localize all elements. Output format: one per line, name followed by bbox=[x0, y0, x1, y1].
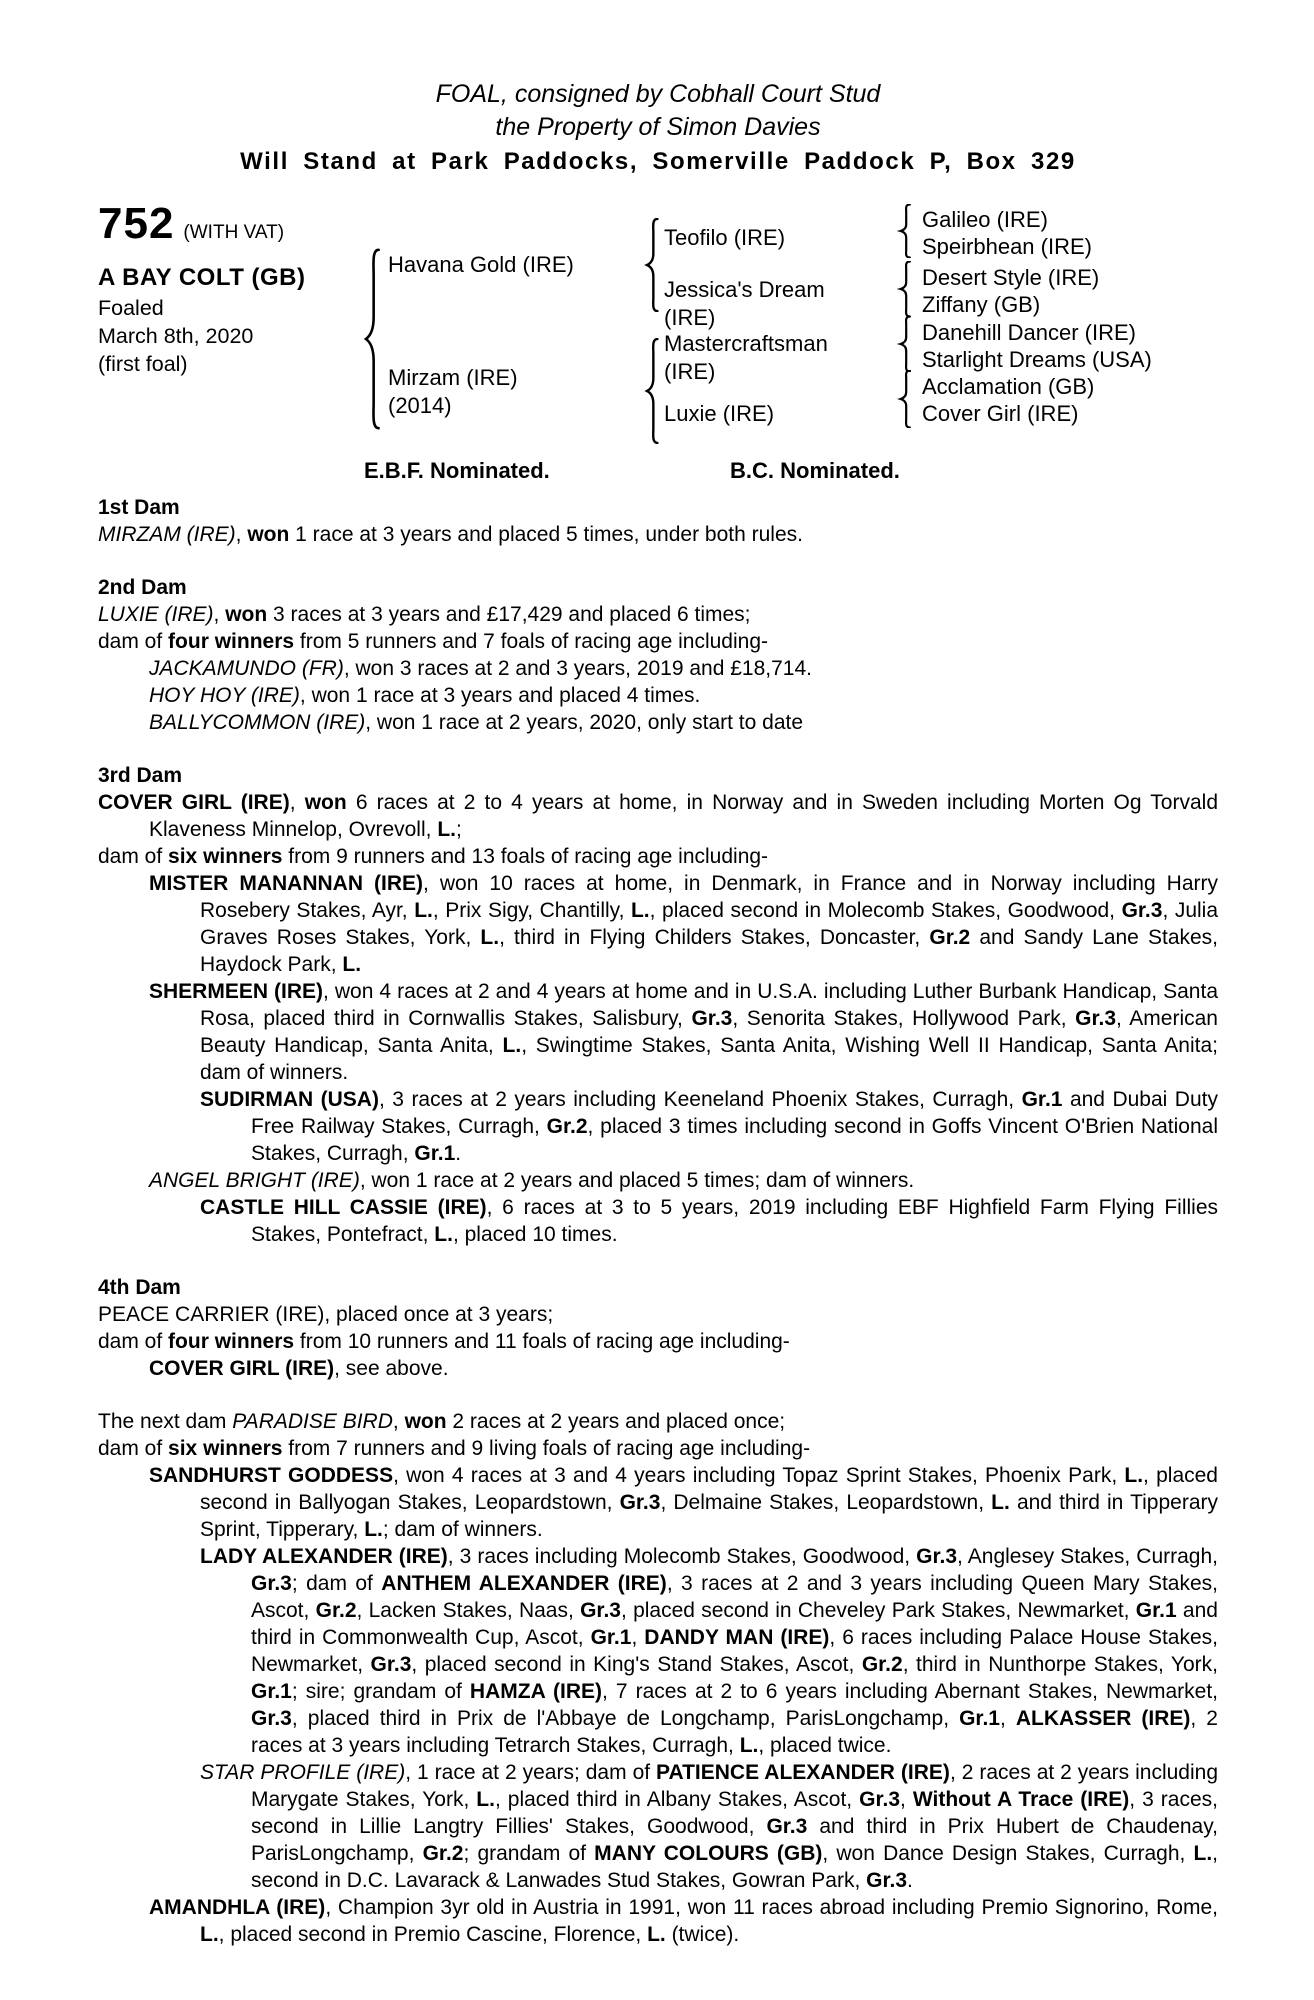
dam-dam-dam: Cover Girl (IRE) bbox=[922, 401, 1079, 426]
pedigree-text-paragraph: ANGEL BRIGHT (IRE), won 1 race at 2 years and placed 5 times; dam of winners. bbox=[149, 1169, 915, 1192]
lot-number: 752 bbox=[98, 199, 175, 248]
pedigree-text-paragraph: SANDHURST GODDESS, won 4 races at 3 and 4 years including Topaz Sprint Stakes, Phoenix Park, L., placed second in Ballyogan Stakes, Leopardstown, Gr.3, Delmaine Stakes, Leopardstown, L. and third in Tipperary Sprint, Tipperary, L.; dam of winners. bbox=[149, 1464, 1218, 1541]
dam-dam-sire: Acclamation (GB) bbox=[922, 374, 1095, 399]
pedigree-text-paragraph: CASTLE HILL CASSIE (IRE), 6 races at 3 to 5 years, 2019 including EBF Highfield Farm Flying Fillies Stakes, Pontefract, L., placed 10 times. bbox=[200, 1196, 1218, 1246]
consignment-header bbox=[98, 78, 1218, 180]
consigned-line: FOAL, consigned by Cobhall Court Stud bbox=[435, 80, 881, 108]
dam-section bbox=[98, 494, 1218, 548]
sire-dam-sire: Desert Style (IRE) bbox=[922, 265, 1100, 290]
pedigree-text-paragraph: LUXIE (IRE), won 3 races at 3 years and £17,429 and placed 6 times; bbox=[98, 603, 751, 626]
pedigree-text-paragraph: JACKAMUNDO (FR), won 3 races at 2 and 3 years, 2019 and £18,714. bbox=[149, 657, 812, 680]
dam-block bbox=[388, 364, 633, 420]
dam-sire-sire: Danehill Dancer (IRE) bbox=[922, 320, 1136, 345]
great-grandparent-pair bbox=[922, 319, 1222, 373]
dam-name: Mirzam (IRE) bbox=[388, 365, 518, 390]
pedigree-text-paragraph: COVER GIRL (IRE), see above. bbox=[149, 1357, 449, 1380]
foaled-date: March 8th, 2020 bbox=[98, 324, 254, 348]
ebf-nomination: E.B.F. Nominated. bbox=[364, 458, 550, 483]
dam-sire-name: Mastercraftsman (IRE) bbox=[664, 331, 828, 384]
pedigree-text-paragraph: HOY HOY (IRE), won 1 race at 3 years and placed 4 times. bbox=[149, 684, 701, 707]
great-grandparent-pair bbox=[922, 264, 1222, 318]
pedigree-text-paragraph: MIRZAM (IRE), won 1 race at 3 years and placed 5 times, under both rules. bbox=[98, 523, 803, 546]
brace-icon bbox=[643, 338, 661, 444]
sire-sire-sire: Galileo (IRE) bbox=[922, 207, 1048, 232]
pedigree-text-paragraph: LADY ALEXANDER (IRE), 3 races including Molecomb Stakes, Goodwood, Gr.3, Anglesey Stakes, Curragh, Gr.3; dam of ANTHEM ALEXANDER (IRE), 3 races at 2 and 3 years including Queen Mary Stakes, Ascot, Gr.2, Lacken Stakes, Naas, Gr.3, placed second in Cheveley Park Stakes, Newmarket, Gr.1 and third in Commonwealth Cup, Ascot, Gr.1, DANDY MAN (IRE), 6 races including Palace House Stakes, Newmarket, Gr.3, placed second in King's Stand Stakes, Ascot, Gr.2, third in Nunthorpe Stakes, York, Gr.1; sire; grandam of HAMZA (IRE), 7 races at 2 to 6 years including Abernant Stakes, Newmarket, Gr.3, placed third in Prix de l'Abbaye de Longchamp, ParisLongchamp, Gr.1, ALKASSER (IRE), 2 races at 3 years including Tetrarch Stakes, Curragh, L., placed twice. bbox=[200, 1545, 1219, 1757]
pedigree-text-paragraph: dam of four winners from 10 runners and 11 foals of racing age including- bbox=[98, 1330, 790, 1353]
bc-nomination: B.C. Nominated. bbox=[730, 458, 900, 483]
pedigree-table bbox=[98, 199, 1218, 456]
great-grandparent-pair bbox=[922, 373, 1222, 427]
lot-description: A BAY COLT (GB) bbox=[98, 264, 306, 291]
great-grandparent-pair bbox=[922, 206, 1222, 260]
pedigree-text-paragraph: PEACE CARRIER (IRE), placed once at 3 years; bbox=[98, 1303, 554, 1326]
pedigree-text-paragraph: SHERMEEN (IRE), won 4 races at 2 and 4 years at home and in U.S.A. including Luther Burbank Handicap, Santa Rosa, placed third in Cornwallis Stakes, Salisbury, Gr.3, Senorita Stakes, Hollywood Park, Gr.3, American Beauty Handicap, Santa Anita, L., Swingtime Stakes, Santa Anita, Wishing Well II Handicap, Santa Anita; dam of winners. bbox=[149, 980, 1219, 1084]
brace-icon bbox=[897, 261, 913, 317]
sire-sire-name: Teofilo (IRE) bbox=[664, 225, 786, 250]
dam-section-heading: 4th Dam bbox=[98, 1276, 181, 1299]
nominations-row bbox=[98, 458, 1218, 488]
pedigree-text-paragraph: dam of six winners from 7 runners and 9 living foals of racing age including- bbox=[98, 1437, 811, 1460]
sire-name: Havana Gold (IRE) bbox=[388, 252, 574, 277]
lot-vat-note: (WITH VAT) bbox=[183, 222, 285, 243]
brace-icon bbox=[643, 218, 661, 312]
pedigree-text-paragraph: dam of four winners from 5 runners and 7 foals of racing age including- bbox=[98, 630, 768, 653]
stand-location-line: Will Stand at Park Paddocks, Somerville Paddock P, Box 329 bbox=[240, 148, 1076, 175]
dam-section bbox=[98, 1274, 1218, 1382]
brace-icon bbox=[897, 204, 913, 258]
property-line: the Property of Simon Davies bbox=[495, 113, 821, 141]
pedigree-text-paragraph: COVER GIRL (IRE), won 6 races at 2 to 4 years at home, in Norway and in Sweden including Morten Og Torvald Klaveness Minnelop, Ovrevoll, L.; bbox=[98, 791, 1218, 841]
dam-section bbox=[98, 1408, 1218, 1948]
dam-section-heading: 1st Dam bbox=[98, 496, 180, 519]
dam-section-heading: 3rd Dam bbox=[98, 764, 183, 787]
foaled-label: Foaled bbox=[98, 296, 164, 320]
dam-sire-dam: Starlight Dreams (USA) bbox=[922, 347, 1152, 372]
lot-info bbox=[98, 199, 368, 378]
pedigree-text-paragraph: The next dam PARADISE BIRD, won 2 races at 2 years and placed once; bbox=[98, 1410, 786, 1433]
dam-section-heading: 2nd Dam bbox=[98, 576, 187, 599]
pedigree-text-paragraph: AMANDHLA (IRE), Champion 3yr old in Austria in 1991, won 11 races abroad including Premio Signorino, Rome, L., placed second in Premio Cascine, Florence, L. (twice). bbox=[149, 1896, 1218, 1946]
pedigree-details bbox=[98, 494, 1218, 1948]
pedigree-text-paragraph: STAR PROFILE (IRE), 1 race at 2 years; dam of PATIENCE ALEXANDER (IRE), 2 races at 2 years including Marygate Stakes, York, L., placed third in Albany Stakes, Ascot, Gr.3, Without A Trace (IRE), 3 races, second in Lillie Langtry Fillies' Stakes, Goodwood, Gr.3 and third in Prix Hubert de Chaudenay, ParisLongchamp, Gr.2; grandam of MANY COLOURS (GB), won Dance Design Stakes, Curragh, L., second in D.C. Lavarack & Lanwades Stud Stakes, Gowran Park, Gr.3. bbox=[200, 1761, 1219, 1892]
first-foal-note: (first foal) bbox=[98, 352, 188, 376]
dam-section bbox=[98, 574, 1218, 736]
brace-icon bbox=[897, 316, 913, 372]
dam-year: (2014) bbox=[388, 393, 452, 418]
dam-section bbox=[98, 762, 1218, 1248]
pedigree-text-paragraph: dam of six winners from 9 runners and 13 foals of racing age including- bbox=[98, 845, 769, 868]
sire-dam-dam: Ziffany (GB) bbox=[922, 292, 1041, 317]
sire-sire-dam: Speirbhean (IRE) bbox=[922, 234, 1092, 259]
sire-dam-name: Jessica's Dream (IRE) bbox=[664, 277, 825, 330]
brace-icon bbox=[361, 248, 383, 430]
pedigree-text-paragraph: MISTER MANANNAN (IRE), won 10 races at home, in Denmark, in France and in Norway including Harry Rosebery Stakes, Ayr, L., Prix Sigy, Chantilly, L., placed second in Molecomb Stakes, Goodwood, Gr.3, Julia Graves Roses Stakes, York, L., third in Flying Childers Stakes, Doncaster, Gr.2 and Sandy Lane Stakes, Haydock Park, L. bbox=[149, 872, 1219, 976]
pedigree-text-paragraph: SUDIRMAN (USA), 3 races at 2 years including Keeneland Phoenix Stakes, Curragh, Gr.1 and Dubai Duty Free Railway Stakes, Curragh, Gr.2, placed 3 times including second in Goffs Vincent O'Brien National Stakes, Curragh, Gr.1. bbox=[200, 1088, 1218, 1165]
brace-icon bbox=[897, 370, 913, 428]
dam-dam-name: Luxie (IRE) bbox=[664, 401, 775, 426]
pedigree-text-paragraph: BALLYCOMMON (IRE), won 1 race at 2 years, 2020, only start to date bbox=[149, 711, 804, 734]
